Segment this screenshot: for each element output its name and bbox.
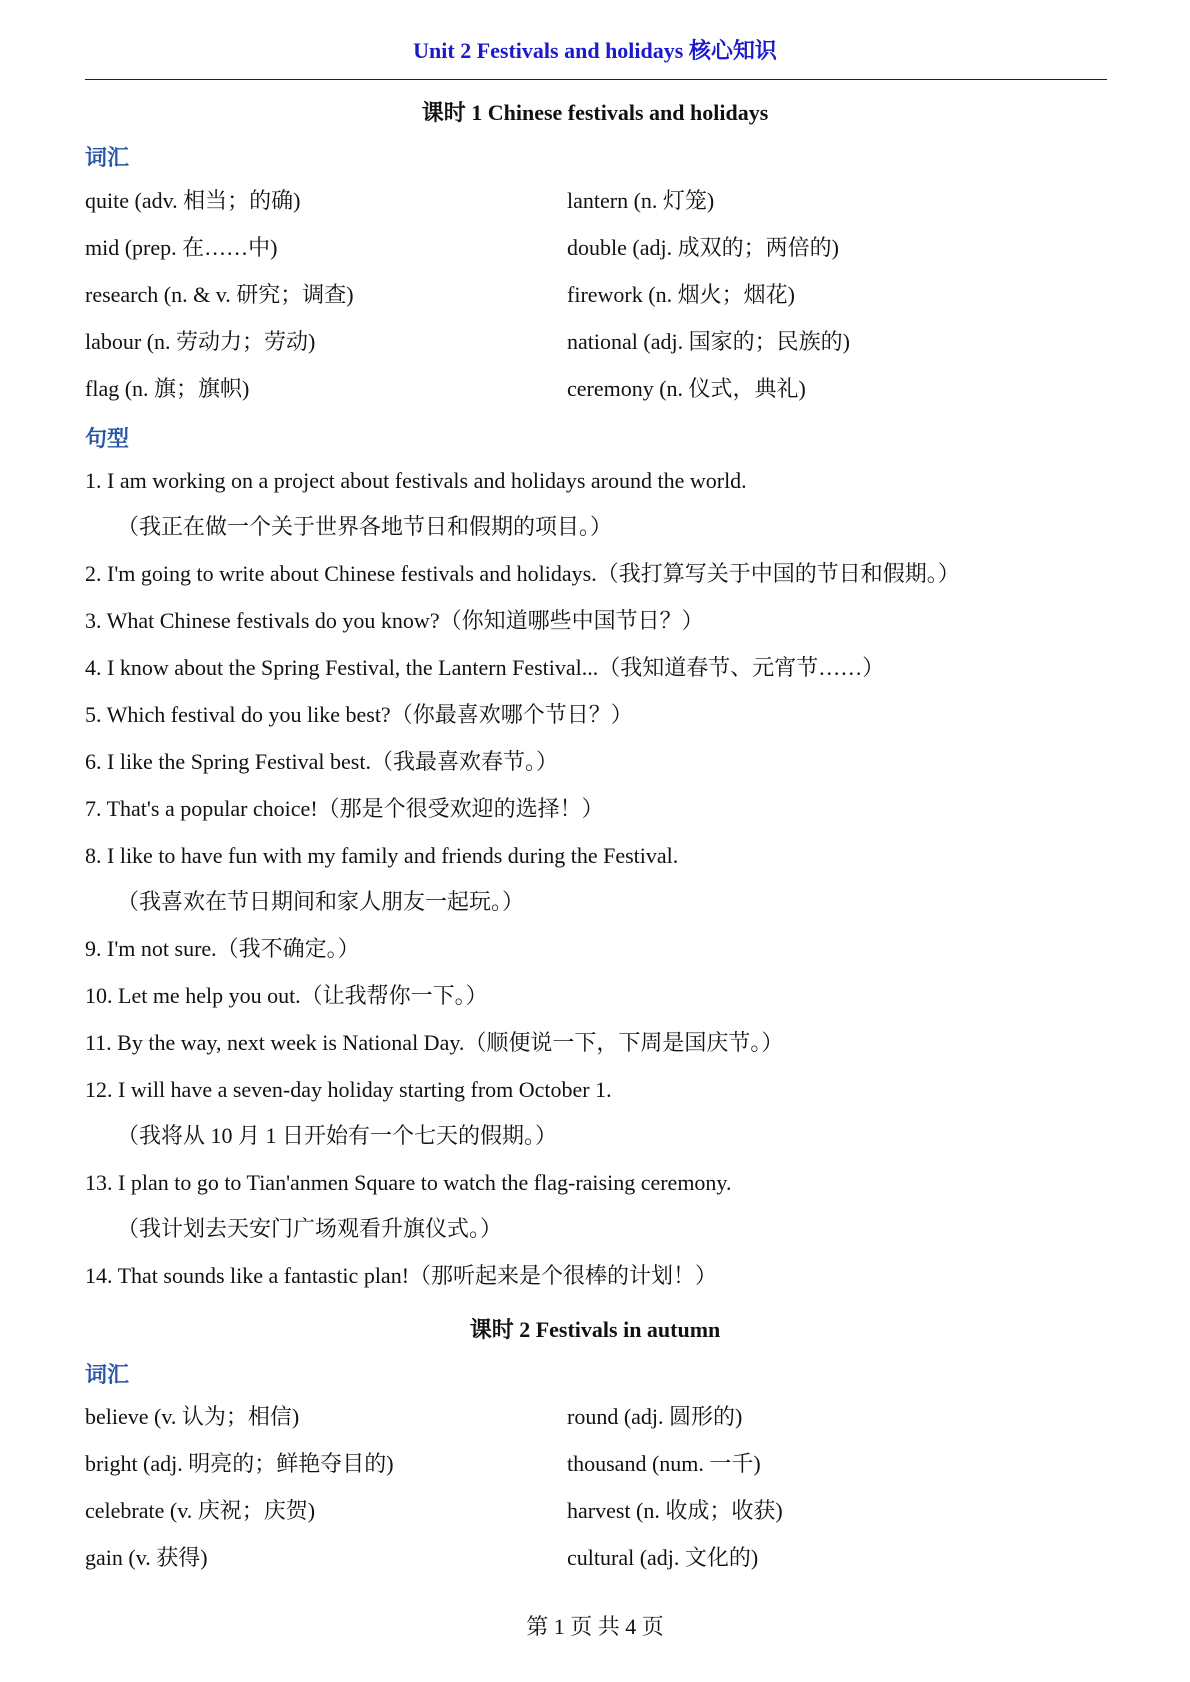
sentence-item: 10. Let me help you out.（让我帮你一下。）: [85, 983, 488, 1008]
vocab-item: national (adj. 国家的；民族的): [567, 329, 850, 354]
sentence-item: 4. I know about the Spring Festival, the Lantern Festival...（我知道春节、元宵节……）: [85, 655, 885, 680]
vocab-item: labour (n. 劳动力；劳动): [85, 329, 316, 354]
vocab-item: ceremony (n. 仪式，典礼): [567, 376, 806, 401]
sentence-english: 12. I will have a seven-day holiday starting from October 1.: [85, 1077, 612, 1102]
sentence-english: 1. I am working on a project about festivals and holidays around the world.: [85, 468, 747, 493]
sentence-item: 11. By the way, next week is National Day.（顺便说一下，下周是国庆节。）: [85, 1030, 784, 1055]
sentence-item: 7. That's a popular choice!（那是个很受欢迎的选择！）: [85, 796, 604, 821]
vocab-item: harvest (n. 收成；收获): [567, 1498, 783, 1523]
vocab-item: round (adj. 圆形的): [567, 1404, 743, 1429]
vocab-item: cultural (adj. 文化的): [567, 1545, 759, 1570]
lesson1-sentences-heading: 句型: [85, 426, 130, 451]
sentence-item: [85, 466, 1105, 559]
lesson1-vocab-list: [85, 186, 1105, 421]
vocab-item: double (adj. 成双的；两倍的): [567, 235, 839, 260]
vocab-item: gain (v. 获得): [85, 1545, 208, 1570]
page-number-footer: 第 1 页 共 4 页: [526, 1614, 664, 1639]
sentence-item: [85, 1075, 1105, 1168]
vocab-item: flag (n. 旗；旗帜): [85, 376, 250, 401]
sentence-item: [85, 1168, 1105, 1261]
header-divider: [85, 79, 1107, 80]
sentence-translation: （我喜欢在节日期间和家人朋友一起玩。）: [117, 889, 525, 914]
sentence-item: 6. I like the Spring Festival best.（我最喜欢春节。）: [85, 749, 558, 774]
vocab-item: believe (v. 认为；相信): [85, 1404, 300, 1429]
lesson2-vocab-list: [85, 1402, 1105, 1590]
sentence-item: [85, 841, 1105, 934]
lesson1-title: 课时 1 Chinese festivals and holidays: [421, 100, 769, 125]
vocab-item: thousand (num. 一千): [567, 1451, 761, 1476]
sentence-item: 14. That sounds like a fantastic plan!（那听起来是个很棒的计划！）: [85, 1263, 718, 1288]
sentence-english: 13. I plan to go to Tian'anmen Square to watch the flag-raising ceremony.: [85, 1170, 732, 1195]
sentence-translation: （我将从 10 月 1 日开始有一个七天的假期。）: [117, 1123, 558, 1148]
lesson2-vocab-heading: 词汇: [85, 1362, 130, 1387]
sentence-english: 8. I like to have fun with my family and friends during the Festival.: [85, 843, 679, 868]
vocab-item: celebrate (v. 庆祝；庆贺): [85, 1498, 316, 1523]
vocab-item: quite (adv. 相当；的确): [85, 188, 301, 213]
document-header-title: Unit 2 Festivals and holidays 核心知识: [413, 38, 777, 63]
sentence-item: 3. What Chinese festivals do you know?（你知道哪些中国节日？）: [85, 608, 704, 633]
vocab-item: mid (prep. 在……中): [85, 235, 278, 260]
sentence-item: 2. I'm going to write about Chinese festivals and holidays.（我打算写关于中国的节日和假期。）: [85, 561, 960, 586]
vocab-item: research (n. & v. 研究；调查): [85, 282, 354, 307]
vocab-item: firework (n. 烟火；烟花): [567, 282, 795, 307]
lesson1-sentence-list: [85, 466, 1105, 1308]
sentence-item: 5. Which festival do you like best?（你最喜欢哪个节日？）: [85, 702, 633, 727]
sentence-item: 9. I'm not sure.（我不确定。）: [85, 936, 360, 961]
vocab-item: lantern (n. 灯笼): [567, 188, 715, 213]
lesson1-vocab-heading: 词汇: [85, 145, 130, 170]
vocab-item: bright (adj. 明亮的；鲜艳夺目的): [85, 1451, 394, 1476]
sentence-translation: （我正在做一个关于世界各地节日和假期的项目。）: [117, 514, 613, 539]
lesson2-title: 课时 2 Festivals in autumn: [469, 1317, 721, 1342]
sentence-translation: （我计划去天安门广场观看升旗仪式。）: [117, 1216, 503, 1241]
